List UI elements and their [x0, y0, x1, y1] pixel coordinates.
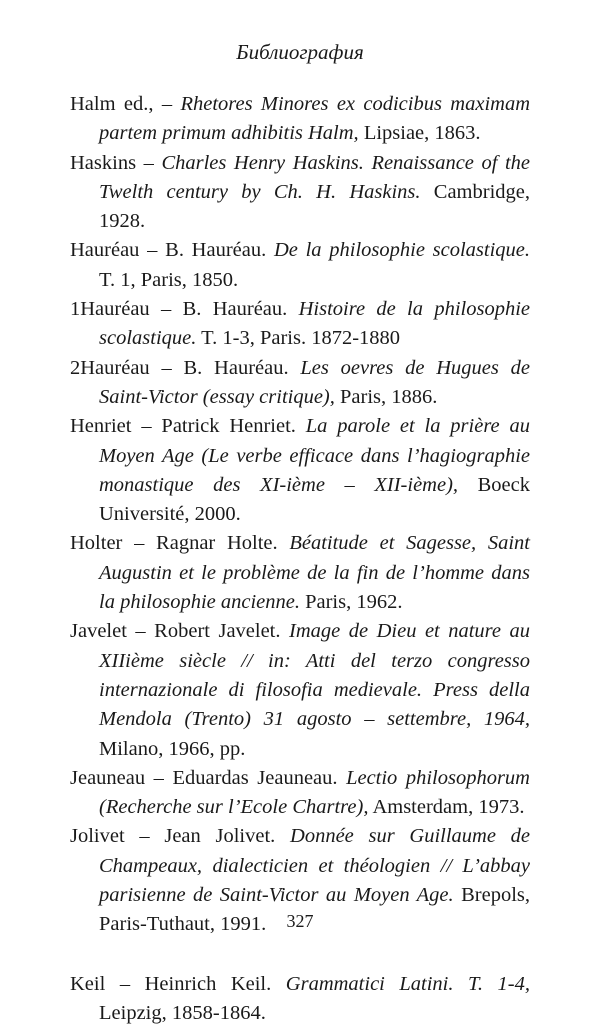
entry-title: Lectio philosophorum (Recherche sur l’Ecole Chartre),	[99, 766, 530, 819]
entry-key: Hauréau	[70, 239, 140, 262]
entry-title: Béatitude et Sagesse, Saint Augustin et le problème de la fin de l’homme dans la philosophie ancienne.	[99, 532, 530, 614]
entry-title: Charles Henry Haskins. Renaissance of the Twelth century by Ch. H. Haskins.	[99, 151, 531, 203]
entry-publication: Cambridge, 1928.	[99, 180, 530, 233]
bibliography-list	[70, 90, 530, 1028]
entry-publication: Paris, 1962.	[299, 591, 403, 614]
bibliography-entry-jeauneau	[70, 764, 530, 823]
bibliography-entry-holter	[70, 529, 530, 617]
entry-publication: Leipzig, 1858-1864.	[99, 1001, 266, 1024]
entry-author: Ragnar Holte.	[156, 532, 290, 555]
entry-author: Jean Jolivet.	[164, 825, 291, 848]
entry-author: Heinrich Keil.	[144, 972, 286, 995]
entry-key: Jeauneau	[70, 766, 146, 789]
entry-separator: –	[149, 298, 183, 321]
page-number: 327	[286, 911, 314, 931]
entry-separator: –	[136, 151, 162, 174]
bibliography-entry-haskins	[70, 149, 530, 237]
entry-author: Robert Javelet.	[154, 620, 290, 643]
entry-separator: –	[153, 93, 181, 115]
entry-author: B. Hauréau.	[183, 356, 301, 379]
entry-title: Histoire de la philosophie scolastique.	[99, 298, 530, 350]
entry-publication: T. 1-3, Paris. 1872-1880	[196, 327, 401, 350]
entry-title: Image de Dieu et nature au XIIième siècle // in: Atti del terzo congresso internazionale di filosofia medievale. Press della Mendola (Trento) 31 agosto – settembre, 1964,	[99, 620, 530, 731]
entry-key: Holter	[70, 532, 123, 555]
entry-title: La parole et la prière au Moyen Age (Le verbe efficace dans l’hagiographie monastique des XI-ième – XII-ième),	[99, 415, 530, 496]
bibliography-entry-henriet	[70, 412, 530, 529]
entry-key: 1Hauréau	[70, 298, 150, 321]
entry-publication: Paris, 1886.	[334, 385, 438, 408]
entry-key: Jolivet	[70, 825, 125, 848]
entry-author: Patrick Henriet.	[161, 415, 306, 438]
entry-separator: –	[145, 766, 173, 789]
bibliography-entry-1haureau	[70, 295, 530, 354]
running-header: Библиография	[236, 40, 364, 64]
entry-separator: –	[139, 239, 166, 262]
entry-key: 2Hauréau	[70, 356, 150, 379]
entry-author: B. Hauréau.	[165, 239, 274, 262]
entry-title: Les oevres de Hugues de Saint-Victor (essay critique),	[99, 356, 530, 408]
entry-publication: Milano, 1966, pp.	[99, 737, 246, 760]
bibliography-entry-javelet	[70, 617, 530, 763]
entry-author: Eduardas Jeauneau.	[172, 766, 347, 789]
entry-separator: –	[122, 532, 157, 555]
entry-publication: Amsterdam, 1973.	[368, 796, 525, 819]
bibliography-entry-halm	[70, 90, 530, 149]
entry-separator: –	[124, 825, 165, 848]
entry-title: Grammatici Latini. T. 1-4,	[285, 972, 530, 995]
entry-key: Henriet	[70, 415, 132, 438]
bibliography-entry-keil	[70, 970, 530, 1028]
entry-separator: –	[105, 972, 145, 995]
entry-key: Keil	[70, 972, 106, 995]
entry-separator: –	[126, 620, 155, 643]
entry-publication: Boeck Université, 2000.	[99, 473, 531, 526]
entry-key: Halm ed.,	[70, 93, 154, 115]
entry-title: Donnée sur Guillaume de Champeaux, dialecticien et théologien // L’abbay parisienne de Saint-Victor au Moyen Age.	[99, 825, 531, 907]
entry-publication: Lipsiae, 1863.	[358, 122, 481, 145]
entry-title: De la philosophie scolastique.	[273, 239, 530, 262]
entry-publication: Brepols, Paris-Tuthaut, 1991.	[99, 884, 530, 936]
entry-separator: –	[149, 356, 184, 379]
bibliography-entry-haureau	[70, 236, 530, 295]
entry-title: Rhetores Minores ex codicibus maximam partem primum adhibitis Halm,	[99, 93, 530, 145]
entry-key: Javelet	[70, 620, 127, 643]
entry-key: Haskins	[70, 151, 137, 174]
entry-author: B. Hauréau.	[182, 298, 299, 321]
entry-separator: –	[131, 415, 162, 438]
bibliography-entry-2haureau	[70, 354, 530, 413]
entry-publication: T. 1, Paris, 1850.	[99, 268, 239, 291]
